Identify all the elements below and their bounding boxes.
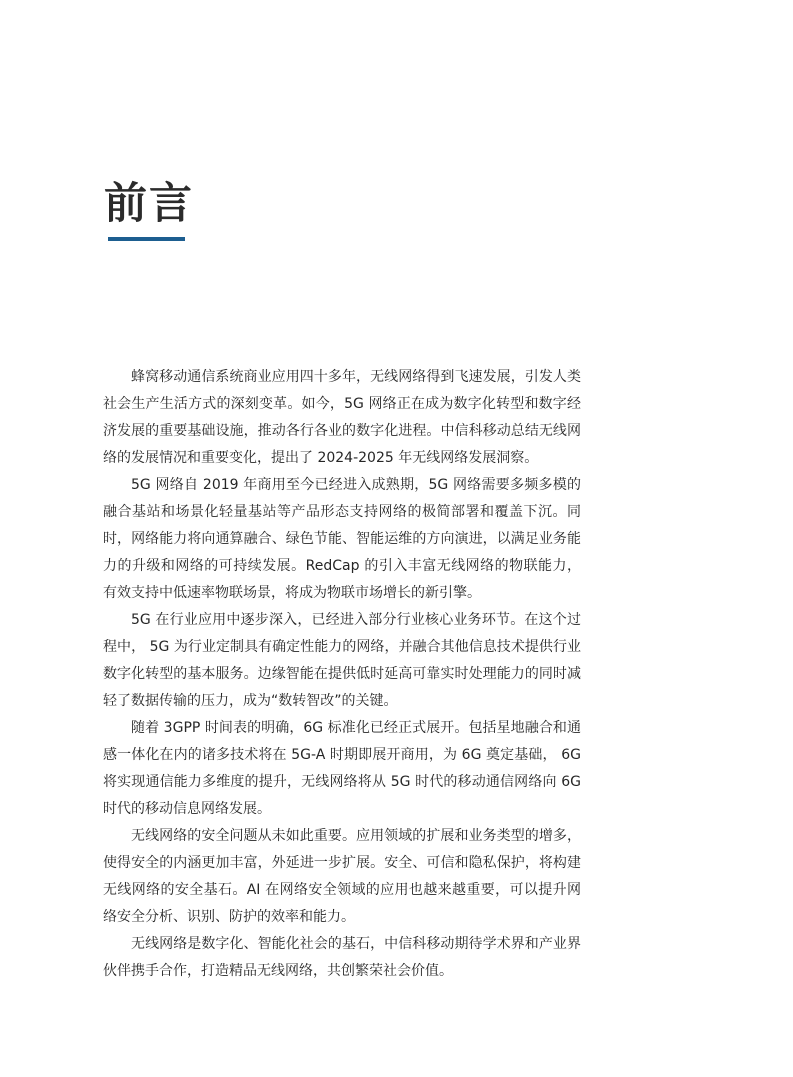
paragraph-3: 5G 在行业应用中逐步深入，已经进入部分行业核心业务环节。在这个过程中， 5G 为行业定制具有确定性能力的网络，并融合其他信息技术提供行业数字化转型的基本服务。边缘智能在提供低时延高可靠实时处理能力的同时减轻了数据传输的压力，成为“数转智改”的关键。 — [103, 612, 581, 709]
paragraph-2: 5G 网络自 2019 年商用至今已经进入成熟期，5G 网络需要多频多模的融合基站和场景化轻量基站等产品形态支持网络的极简部署和覆盖下沉。同时，网络能力将向通算融合、绿色节能、智能运维的方向演进，以满足业务能力的升级和网络的可持续发展。RedCap 的引入丰富无线网络的物联能力，有效支持中低速率物联场景，将成为物联市场增长的新引擎。 — [103, 477, 581, 601]
paragraph-5: 无线网络的安全问题从未如此重要。应用领域的扩展和业务类型的增多，使得安全的内涵更加丰富，外延进一步扩展。安全、可信和隐私保护，将构建无线网络的安全基石。AI 在网络安全领域的应用也越来越重要，可以提升网络安全分析、识别、防护的效率和能力。 — [103, 828, 581, 925]
preface-body — [103, 364, 581, 985]
title-underline — [108, 237, 185, 241]
paragraph-4: 随着 3GPP 时间表的明确，6G 标准化已经正式展开。包括星地融合和通感一体化在内的诸多技术将在 5G-A 时期即展开商用，为 6G 奠定基础， 6G 将实现通信能力多维度的提升，无线网络将从 5G 时代的移动通信网络向 6G 时代的移动信息网络发展。 — [103, 720, 581, 817]
page-title: 前言 — [104, 179, 194, 229]
paragraph-6: 无线网络是数字化、智能化社会的基石，中信科移动期待学术界和产业界伙伴携手合作，打造精品无线网络，共创繁荣社会价值。 — [103, 936, 581, 979]
paragraph-1: 蜂窝移动通信系统商业应用四十多年，无线网络得到飞速发展，引发人类社会生产生活方式的深刻变革。如今，5G 网络正在成为数字化转型和数字经济发展的重要基础设施，推动各行各业的数字化进程。中信科移动总结无线网络的发展情况和重要变化，提出了 2024-2025 年无线网络发展洞察。 — [103, 369, 581, 466]
